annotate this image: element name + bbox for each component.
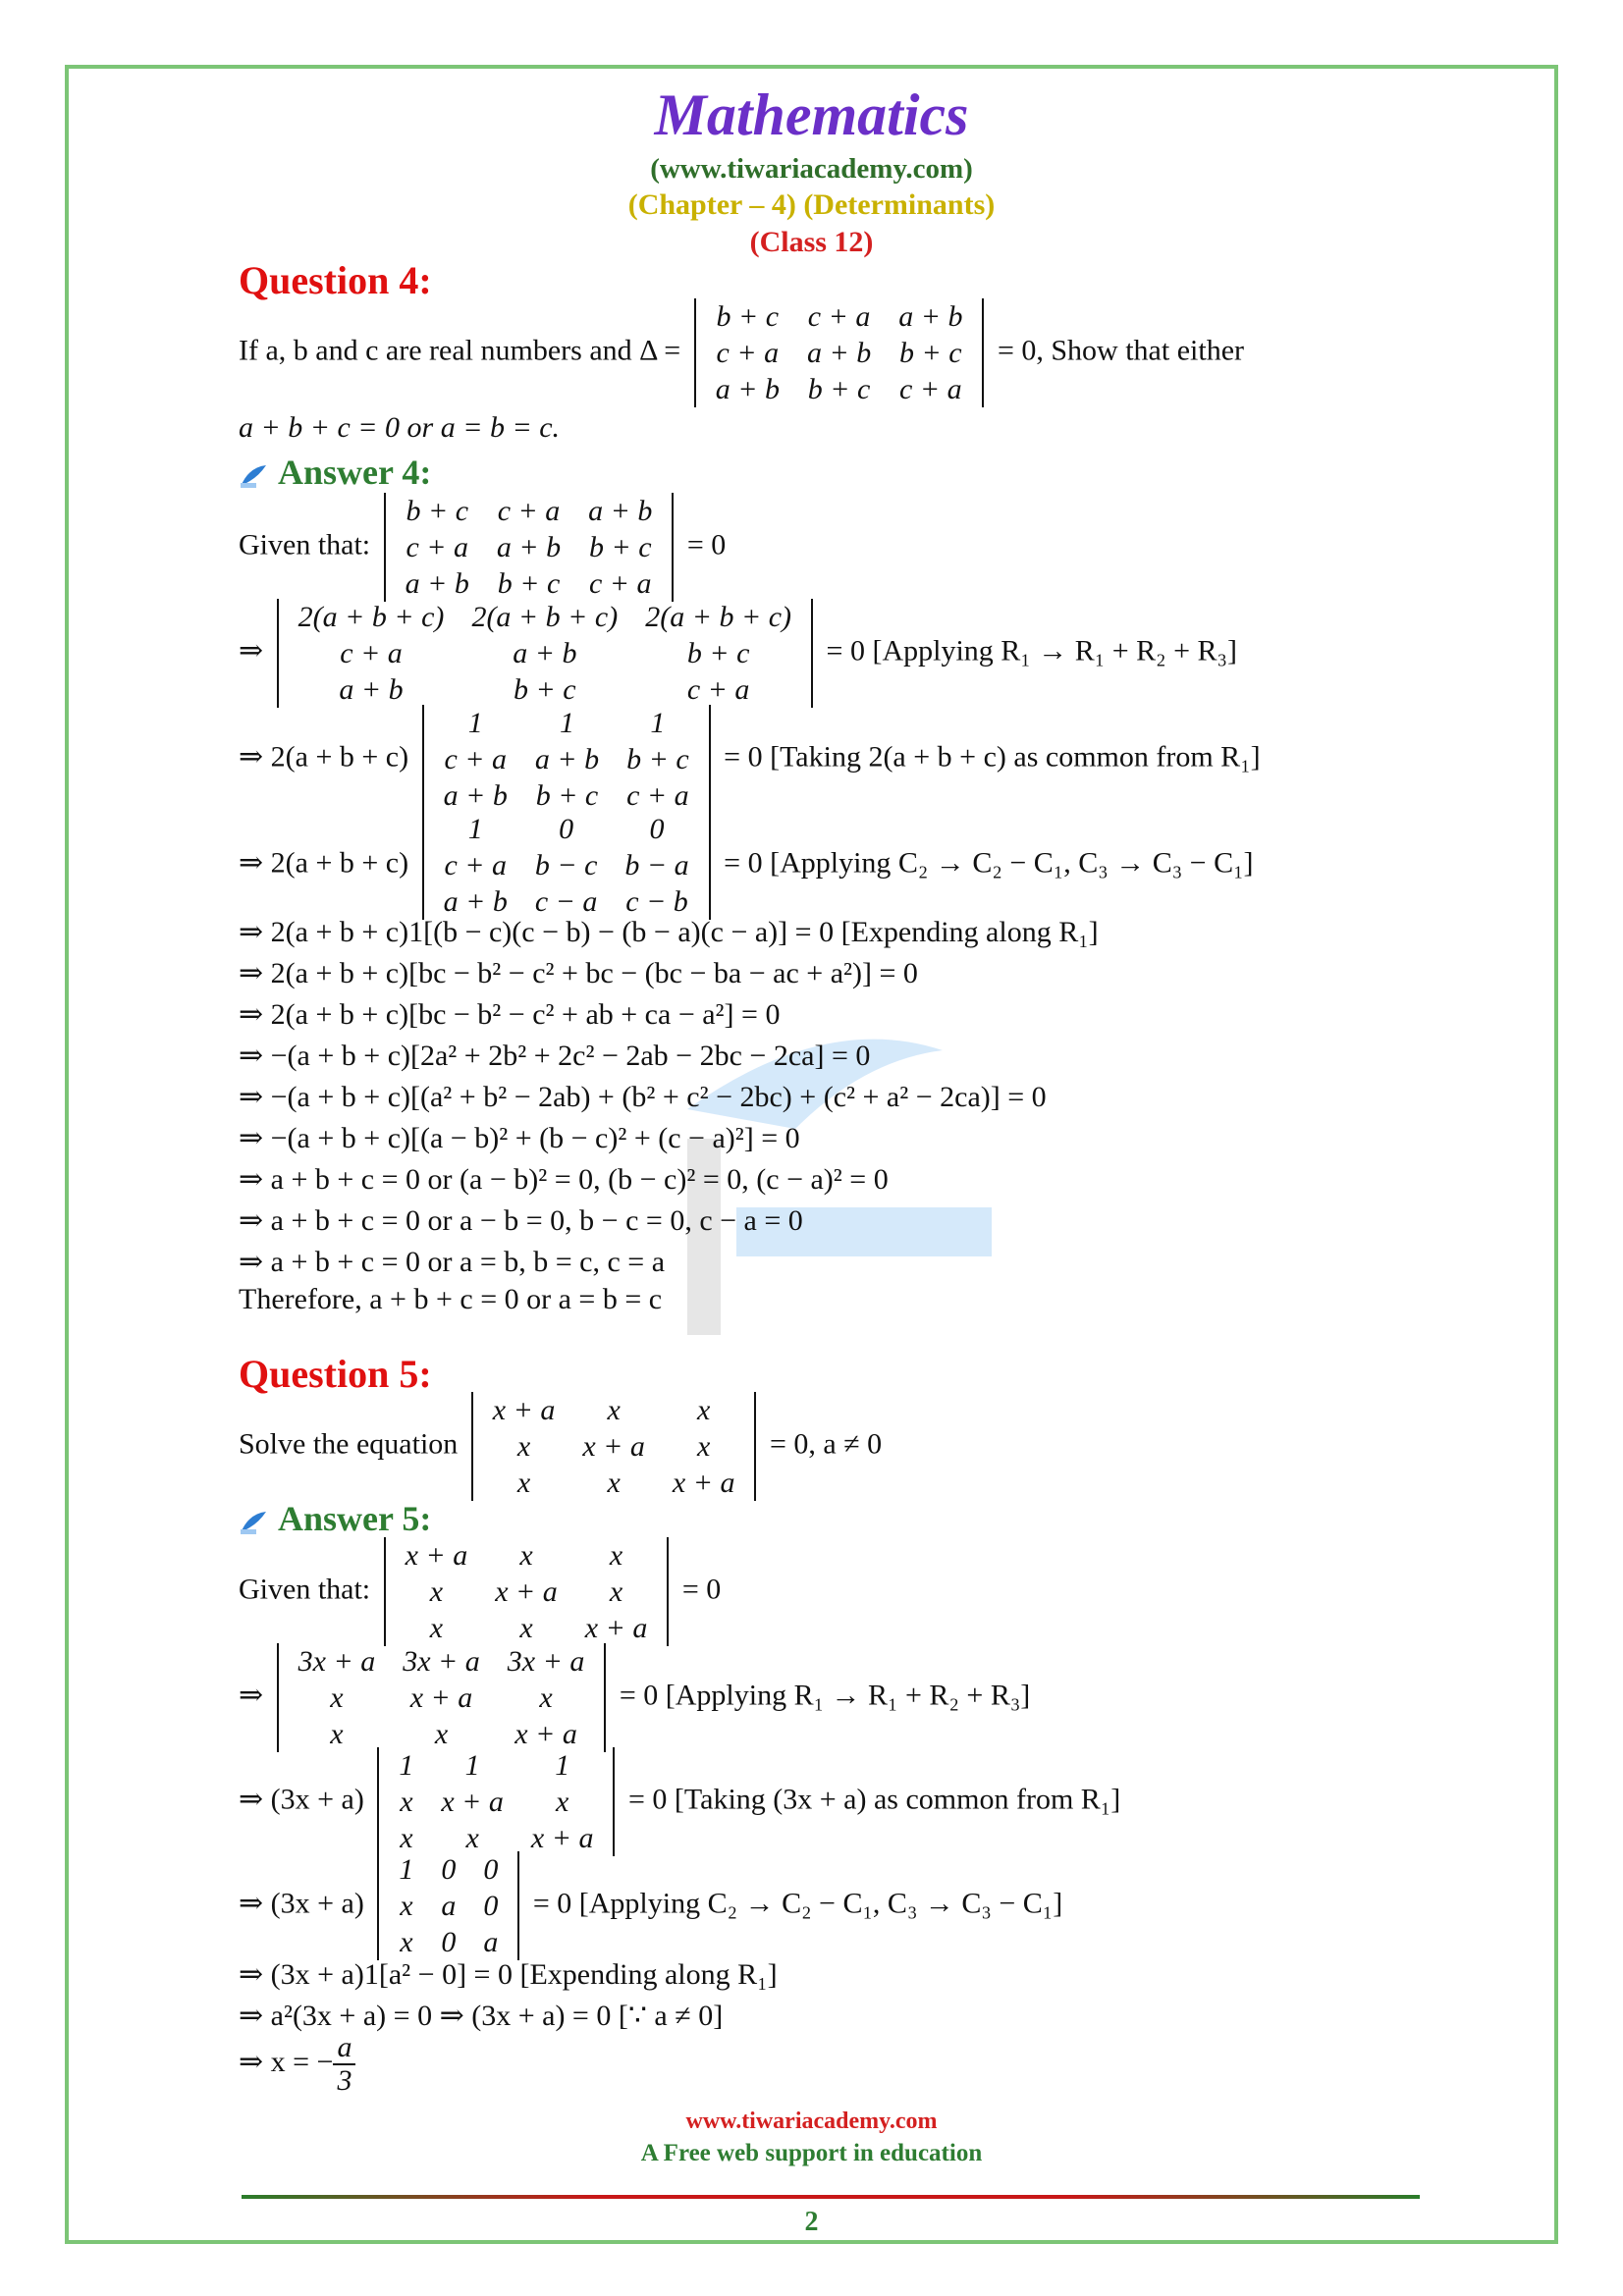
matrix-cell: a + b — [513, 637, 577, 669]
matrix-cell: x — [519, 1539, 533, 1572]
matrix-cell: b + c — [807, 373, 871, 405]
matrix-row — [285, 1643, 599, 1680]
matrix-row — [392, 565, 667, 602]
a4-line-2: ⇒ 2(a + b + c)[bc − b² − c² + bc − (bc − ba − ac + a²)] = 0 — [239, 957, 918, 989]
matrix-cell: x — [609, 1575, 623, 1608]
matrix-cell: 0 — [483, 1890, 499, 1922]
a5-step-3 — [239, 1851, 1062, 1960]
matrix-row — [479, 1465, 749, 1501]
q5-text-start: Solve the equation — [239, 1427, 459, 1461]
matrix-row — [430, 741, 703, 777]
matrix-cell: x — [556, 1786, 569, 1818]
a5-given-determinant — [384, 1537, 670, 1646]
matrix-cell: x — [516, 1430, 531, 1463]
a5-step-3-prefix: ⇒ (3x + a) — [239, 1887, 364, 1920]
a4-step-1: ⇒ 2(a + b + c) 2(a + b + c) 2(a + b + c) c + a a + b b + c a + b b + c c + a = 0 [Applying R₁ → R₁ + R₂ + R₃] — [239, 601, 1237, 706]
matrix-cell: c − a — [534, 885, 598, 918]
matrix-cell: 0 — [441, 1926, 457, 1958]
matrix-cell: x — [400, 1926, 413, 1958]
a5-line-1: ⇒ (3x + a)1[a² − 0] = 0 [Expending along R₁] — [239, 1958, 778, 1991]
matrix-cell: b + c — [588, 531, 652, 563]
matrix-cell: x — [539, 1682, 553, 1714]
matrix-row — [430, 811, 703, 847]
matrix-cell: 2(a + b + c) — [645, 601, 792, 633]
a4-line-8: ⇒ a + b + c = 0 or a − b = 0, b − c = 0, c − a = 0 — [239, 1204, 803, 1237]
a5-given-label: Given that: — [239, 1573, 371, 1606]
matrix-cell: a + b — [443, 885, 508, 918]
q4-text-start: If a, b and c are real numbers and Δ = — [239, 334, 681, 367]
matrix-cell: x + a — [582, 1430, 645, 1463]
matrix-cell: x + a — [495, 1575, 558, 1608]
matrix-cell: x + a — [405, 1539, 468, 1572]
matrix-cell: 2(a + b + c) — [471, 601, 619, 633]
a4-step-3-determinant — [422, 811, 711, 920]
a5-step-3-note: = 0 [Applying C₂ → C₂ − C₁, C₃ → C₃ − C₁] — [532, 1887, 1063, 1920]
a5-step-1-determinant — [277, 1643, 607, 1752]
matrix-cell: x + a — [514, 1718, 577, 1750]
a4-step-2-note: = 0 [Taking 2(a + b + c) as common from R₁] — [724, 740, 1261, 774]
determinant-matrix — [392, 1537, 662, 1646]
matrix-cell: x — [519, 1612, 533, 1644]
matrix-cell: 3x + a — [298, 1645, 376, 1678]
header-chapter: (Chapter – 4) (Determinants) — [627, 188, 996, 221]
matrix-cell: x + a — [409, 1682, 473, 1714]
footer-tagline: A Free web support in education — [640, 2140, 983, 2166]
matrix-cell: 2(a + b + c) — [298, 601, 445, 633]
determinant-matrix — [702, 298, 977, 407]
a4-step-3-prefix: ⇒ 2(a + b + c) — [239, 846, 409, 880]
matrix-row — [702, 335, 977, 371]
matrix-cell: 3x + a — [507, 1645, 585, 1678]
a5-final-prefix: ⇒ x = − — [239, 2045, 334, 2078]
matrix-row — [392, 529, 667, 565]
q5-determinant — [471, 1392, 757, 1501]
matrix-row — [392, 1574, 662, 1610]
matrix-row — [392, 1610, 662, 1646]
a4-step-1-note: = 0 [Applying R₁ → R₁ + R₂ + R₃] — [826, 634, 1237, 667]
determinant-matrix — [385, 1747, 607, 1856]
matrix-cell: a + b — [443, 779, 508, 812]
matrix-cell: 0 — [483, 1853, 499, 1886]
matrix-cell: x — [429, 1612, 444, 1644]
a5-given-eq: = 0 — [681, 1573, 722, 1606]
a4-line-3: ⇒ 2(a + b + c)[bc − b² − c² + ab + ca − a²] = 0 — [239, 998, 781, 1031]
answer-5-heading — [239, 1498, 431, 1539]
a4-line-5: ⇒ −(a + b + c)[(a² + b² − 2ab) + (b² + c² − 2bc) + (c² + a² − 2ca)] = 0 — [239, 1081, 1047, 1113]
matrix-cell: c + a — [340, 637, 403, 669]
determinant-matrix — [285, 599, 805, 708]
a4-line-4: ⇒ −(a + b + c)[2a² + 2b² + 2c² − 2ab − 2bc − 2ca] = 0 — [239, 1040, 871, 1072]
matrix-cell: x — [697, 1394, 711, 1426]
matrix-cell: 1 — [399, 1853, 414, 1886]
matrix-row — [385, 1888, 512, 1924]
q4-determinant — [694, 298, 985, 407]
matrix-row — [392, 493, 667, 529]
a4-given — [239, 493, 726, 602]
question-4-heading: Question 4: — [239, 258, 432, 302]
matrix-cell: 1 — [559, 707, 574, 739]
determinant-matrix — [430, 811, 703, 920]
matrix-row — [385, 1784, 607, 1820]
matrix-row — [702, 371, 977, 407]
matrix-cell: 1 — [399, 1749, 414, 1782]
matrix-cell: b + c — [535, 779, 599, 812]
determinant-matrix — [479, 1392, 749, 1501]
matrix-row — [479, 1428, 749, 1465]
matrix-cell: c + a — [807, 300, 871, 333]
matrix-cell: a + b — [534, 743, 600, 775]
q4-text-end: = 0, Show that either — [997, 334, 1244, 367]
question-4-statement — [239, 298, 1244, 407]
question-5-statement — [239, 1392, 882, 1501]
a5-step-1-note: = 0 [Applying R₁ → R₁ + R₂ + R₃] — [619, 1679, 1031, 1712]
question-5-heading: Question 5: — [239, 1352, 432, 1396]
a5-given — [239, 1537, 721, 1646]
matrix-cell: x — [400, 1890, 413, 1922]
matrix-cell: a + b — [496, 531, 562, 563]
page-number: 2 — [804, 2207, 819, 2237]
a5-step-2-note: = 0 [Taking (3x + a) as common from R₁] — [627, 1783, 1121, 1816]
determinant-matrix — [285, 1643, 599, 1752]
matrix-row — [430, 777, 703, 814]
matrix-cell: b + c — [514, 673, 576, 706]
q4-statement-line2: a + b + c = 0 or a = b = c. — [239, 411, 561, 444]
matrix-cell: a + b — [898, 300, 963, 333]
q5-text-end: = 0, a ≠ 0 — [769, 1427, 883, 1461]
matrix-cell: a + b — [339, 673, 404, 706]
footer-rule — [242, 2195, 1420, 2199]
matrix-cell: c + a — [716, 337, 780, 369]
a5-line-2: ⇒ a²(3x + a) = 0 ⇒ (3x + a) = 0 [∵ a ≠ 0] — [239, 2000, 724, 2032]
matrix-cell: c + a — [497, 495, 561, 527]
matrix-cell: x + a — [672, 1467, 735, 1499]
a4-step-3-note: = 0 [Applying C₂ → C₂ − C₁, C₃ → C₃ − C₁] — [724, 846, 1254, 880]
matrix-row — [479, 1392, 749, 1428]
a5-final — [239, 2032, 355, 2097]
matrix-cell: x — [330, 1682, 344, 1714]
matrix-cell: b + c — [406, 495, 469, 527]
header-class: (Class 12) — [749, 226, 874, 258]
matrix-cell: b + c — [626, 743, 689, 775]
matrix-cell: 1 — [650, 707, 666, 739]
matrix-cell: x — [697, 1430, 711, 1463]
matrix-cell: c − b — [625, 885, 688, 918]
matrix-cell: c + a — [588, 567, 652, 600]
matrix-cell: x + a — [584, 1612, 648, 1644]
answer-4-label: Answer 4: — [278, 453, 432, 492]
matrix-row — [285, 1680, 599, 1716]
matrix-cell: b − a — [624, 849, 689, 881]
a4-conclusion: Therefore, a + b + c = 0 or a = b = c — [239, 1283, 663, 1315]
a4-step-2-prefix: ⇒ 2(a + b + c) — [239, 740, 409, 774]
matrix-cell: 1 — [555, 1749, 570, 1782]
quill-icon — [239, 1510, 268, 1535]
a4-step-1-determinant — [277, 599, 813, 708]
matrix-cell: a + b — [806, 337, 872, 369]
footer-site: www.tiwariacademy.com — [685, 2109, 938, 2134]
matrix-cell: b + c — [686, 637, 750, 669]
a4-step-2-determinant — [422, 705, 711, 814]
a4-line-1: ⇒ 2(a + b + c)1[(b − c)(c − b) − (b − a)(c − a)] = 0 [Expending along R₁] — [239, 916, 1099, 948]
matrix-cell: x — [607, 1394, 621, 1426]
matrix-cell: x — [434, 1718, 449, 1750]
matrix-cell: 1 — [467, 813, 483, 845]
determinant-matrix — [392, 493, 667, 602]
answer-4-heading — [239, 452, 431, 493]
matrix-cell: 0 — [441, 1853, 457, 1886]
a4-given-label: Given that: — [239, 528, 371, 561]
matrix-row — [285, 599, 805, 635]
matrix-cell: a — [483, 1926, 499, 1958]
matrix-row — [385, 1924, 512, 1960]
a4-given-eq: = 0 — [686, 528, 727, 561]
matrix-row — [285, 671, 805, 708]
a4-given-determinant — [384, 493, 675, 602]
matrix-cell: c + a — [444, 849, 507, 881]
matrix-row — [702, 298, 977, 335]
matrix-cell: 3x + a — [403, 1645, 480, 1678]
matrix-row — [285, 635, 805, 671]
matrix-cell: c + a — [686, 673, 750, 706]
a5-step-2-prefix: ⇒ (3x + a) — [239, 1783, 364, 1816]
a5-step-1: ⇒ 3x + a 3x + a 3x + a x x + a x x x x + a = 0 [Applying R₁ → R₁ + R₂ + R₃] — [239, 1645, 1031, 1750]
matrix-row — [392, 1537, 662, 1574]
quill-icon — [239, 463, 268, 489]
matrix-cell: x — [609, 1539, 623, 1572]
page-title: Mathematics — [654, 82, 969, 147]
matrix-cell: a + b — [588, 495, 653, 527]
matrix-cell: c + a — [626, 779, 689, 812]
matrix-cell: a + b — [715, 373, 780, 405]
matrix-cell: x — [516, 1467, 531, 1499]
a4-line-6: ⇒ −(a + b + c)[(a − b)² + (b − c)² + (c − a)²] = 0 — [239, 1122, 800, 1154]
matrix-row — [430, 847, 703, 883]
determinant-matrix — [430, 705, 703, 814]
matrix-cell: a + b — [405, 567, 469, 600]
matrix-row — [385, 1851, 512, 1888]
matrix-cell: c + a — [444, 743, 507, 775]
matrix-cell: a — [441, 1890, 457, 1922]
matrix-cell: x — [429, 1575, 444, 1608]
matrix-cell: x — [400, 1822, 413, 1854]
matrix-cell: 1 — [464, 1749, 480, 1782]
a4-step-2 — [239, 705, 1261, 814]
matrix-cell: x — [607, 1467, 621, 1499]
answer-5-label: Answer 5: — [278, 1499, 432, 1538]
matrix-cell: c + a — [406, 531, 469, 563]
determinant-matrix — [385, 1851, 512, 1960]
matrix-row — [385, 1747, 607, 1784]
matrix-cell: b − c — [534, 849, 598, 881]
matrix-cell: x — [465, 1822, 479, 1854]
matrix-cell: 1 — [467, 707, 483, 739]
matrix-cell: b + c — [497, 567, 561, 600]
matrix-cell: c + a — [899, 373, 962, 405]
matrix-cell: x — [400, 1786, 413, 1818]
a4-step-3 — [239, 811, 1254, 920]
matrix-cell: x + a — [492, 1394, 556, 1426]
page-header — [0, 79, 1623, 261]
matrix-cell: x — [330, 1718, 344, 1750]
a5-step-3-determinant — [377, 1851, 519, 1960]
a4-line-9: ⇒ a + b + c = 0 or a = b, b = c, c = a — [239, 1246, 666, 1278]
matrix-cell: 0 — [559, 813, 574, 845]
matrix-row — [430, 705, 703, 741]
a5-step-2-determinant — [377, 1747, 615, 1856]
matrix-cell: b + c — [899, 337, 962, 369]
a5-step-2 — [239, 1747, 1120, 1856]
a5-final-fraction: $\frac{a}{3}$ — [333, 2032, 355, 2097]
a4-line-7: ⇒ a + b + c = 0 or (a − b)² = 0, (b − c)² = 0, (c − a)² = 0 — [239, 1163, 889, 1196]
header-site: (www.tiwariacademy.com) — [650, 153, 973, 185]
matrix-cell: x + a — [441, 1786, 504, 1818]
matrix-cell: 0 — [649, 813, 665, 845]
matrix-cell: b + c — [716, 300, 780, 333]
matrix-cell: x + a — [530, 1822, 594, 1854]
